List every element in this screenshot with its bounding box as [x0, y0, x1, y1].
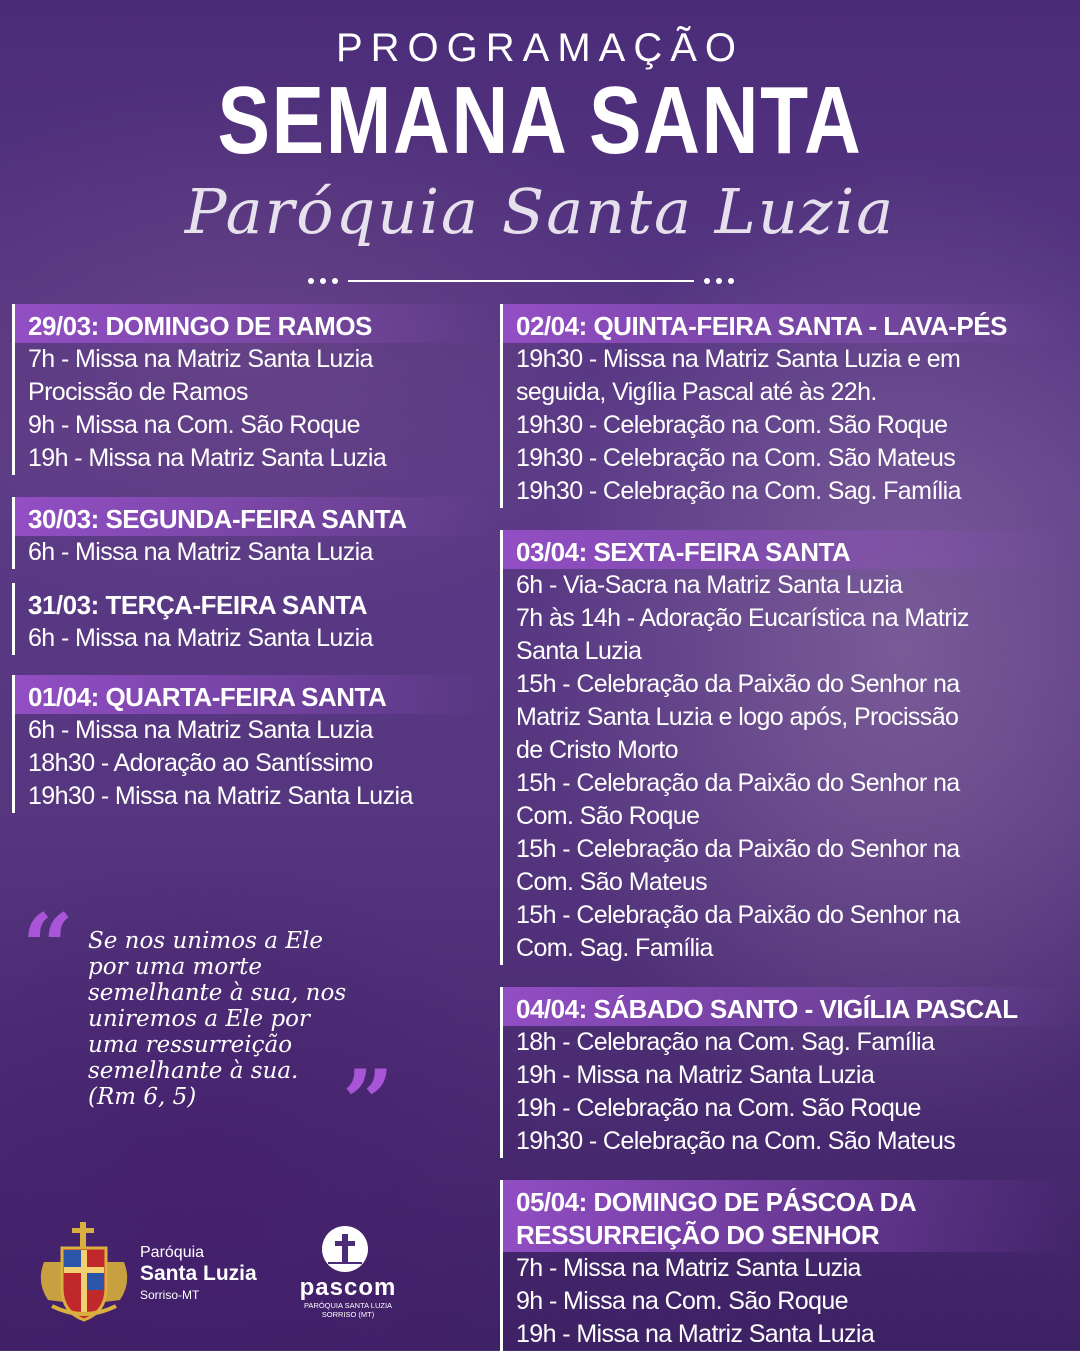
day-bar — [500, 530, 503, 965]
schedule-line: 19h30 - Celebração na Com. São Mateus — [516, 444, 956, 472]
schedule-line: 19h30 - Celebração na Com. São Mateus — [516, 1127, 956, 1155]
day-heading: 01/04: QUARTA-FEIRA SANTA — [12, 675, 494, 714]
schedule-line: 6h - Missa na Matriz Santa Luzia — [28, 538, 373, 566]
day-block — [500, 987, 1074, 1158]
schedule-line: 18h30 - Adoração ao Santíssimo — [28, 749, 373, 777]
day-block — [500, 304, 1074, 508]
schedule-line: 7h - Missa na Matriz Santa Luzia — [516, 1254, 861, 1282]
parish-logo-label — [140, 1244, 257, 1304]
day-heading: 04/04: SÁBADO SANTO - VIGÍLIA PASCAL — [500, 987, 1074, 1026]
schedule-left-column — [12, 298, 494, 813]
day-heading: 31/03: TERÇA-FEIRA SANTA — [28, 590, 368, 620]
day-heading: 05/04: DOMINGO DE PÁSCOA DA — [500, 1180, 1074, 1219]
schedule-line: 19h30 - Celebração na Com. Sag. Família — [516, 477, 961, 505]
day-block — [12, 304, 494, 475]
page-title: SEMANA SANTA — [217, 67, 863, 174]
day-bar — [500, 987, 503, 1158]
schedule-line: 19h30 - Celebração na Com. São Roque — [516, 411, 948, 439]
parish-city-text: Sorriso-MT — [140, 1288, 200, 1302]
day-heading-continued: RESSURREIÇÃO DO SENHOR — [500, 1219, 1074, 1252]
divider-dot — [308, 278, 314, 284]
pascom-name: pascom — [299, 1274, 397, 1301]
schedule-line: 9h - Missa na Com. São Roque — [28, 411, 360, 439]
open-quote-icon: “ — [22, 894, 74, 1000]
parish-name-text: Santa Luzia — [140, 1262, 257, 1285]
day-bar — [12, 583, 15, 655]
parish-script-title: Paróquia Santa Luzia — [184, 175, 896, 248]
day-heading: 29/03: DOMINGO DE RAMOS — [12, 304, 494, 343]
schedule-line: Com. São Roque — [516, 802, 700, 830]
day-block — [12, 583, 494, 655]
schedule-line: 19h - Missa na Matriz Santa Luzia — [516, 1061, 875, 1089]
divider-dot — [320, 278, 326, 284]
quote-line: semelhante à sua, nos — [88, 980, 347, 1006]
schedule-line: 6h - Missa na Matriz Santa Luzia — [28, 624, 373, 652]
day-block — [12, 675, 494, 813]
schedule-line: 7h às 14h - Adoração Eucarística na Matriz — [516, 604, 969, 632]
schedule-line: 7h - Missa na Matriz Santa Luzia — [28, 345, 373, 373]
pascom-sub-text — [296, 1301, 400, 1319]
schedule-line: 15h - Celebração da Paixão do Senhor na — [516, 769, 960, 797]
day-block — [500, 530, 1074, 965]
schedule-right-column — [500, 298, 1074, 1351]
divider-line — [348, 280, 694, 282]
divider-dot — [728, 278, 734, 284]
pascom-logo — [296, 1226, 400, 1322]
day-bar — [12, 497, 15, 569]
quote-line: semelhante à sua. — [88, 1058, 299, 1084]
day-heading: 30/03: SEGUNDA-FEIRA SANTA — [12, 497, 494, 536]
day-heading: 03/04: SEXTA-FEIRA SANTA — [500, 530, 1074, 569]
day-block — [500, 1180, 1074, 1351]
schedule-line: 19h - Celebração na Com. São Roque — [516, 1094, 921, 1122]
day-block — [12, 497, 494, 569]
divider-dot — [704, 278, 710, 284]
schedule-line: 15h - Celebração da Paixão do Senhor na — [516, 670, 960, 698]
schedule-line: 6h - Missa na Matriz Santa Luzia — [28, 716, 373, 744]
schedule-line: de Cristo Morto — [516, 736, 678, 764]
schedule-line: Matriz Santa Luzia e logo após, Procissão — [516, 703, 959, 731]
schedule-line: 15h - Celebração da Paixão do Senhor na — [516, 835, 960, 863]
kicker-text: PROGRAMAÇÃO — [335, 26, 745, 70]
pascom-sub-line: PARÓQUIA SANTA LUZIA — [303, 1301, 393, 1310]
schedule-line: Com. São Mateus — [516, 868, 708, 896]
schedule-line: Santa Luzia — [516, 637, 642, 665]
day-bar — [500, 304, 503, 508]
day-heading: 02/04: QUINTA-FEIRA SANTA - LAVA-PÉS — [500, 304, 1074, 343]
divider-dot — [716, 278, 722, 284]
quote-reference: (Rm 6, 5) — [88, 1084, 197, 1110]
schedule-line: Procissão de Ramos — [28, 378, 248, 406]
quote-line: uma ressurreição — [88, 1032, 293, 1058]
schedule-line: 9h - Missa na Com. São Roque — [516, 1287, 848, 1315]
schedule-line: 18h - Celebração na Com. Sag. Família — [516, 1028, 935, 1056]
schedule-line: 19h - Missa na Matriz Santa Luzia — [28, 444, 387, 472]
close-quote-icon: ” — [342, 1050, 394, 1156]
schedule-line: Com. Sag. Família — [516, 934, 713, 962]
title-divider — [308, 278, 734, 284]
pascom-cross-icon — [322, 1226, 368, 1272]
divider-dot — [332, 278, 338, 284]
schedule-line: 6h - Via-Sacra na Matriz Santa Luzia — [516, 571, 903, 599]
schedule-line: 19h30 - Missa na Matriz Santa Luzia e em — [516, 345, 961, 373]
schedule-line: 15h - Celebração da Paixão do Senhor na — [516, 901, 960, 929]
quote-line: Se nos unimos a Ele — [88, 928, 323, 954]
day-bar — [12, 675, 15, 813]
day-bar — [12, 304, 15, 475]
quote-line: uniremos a Ele por — [88, 1006, 311, 1032]
pascom-sub-line: SORRISO (MT) — [321, 1310, 375, 1319]
schedule-line: 19h - Missa na Matriz Santa Luzia — [516, 1320, 875, 1348]
quote-line: por uma morte — [88, 954, 263, 980]
parish-small-text: Paróquia — [140, 1244, 205, 1261]
parish-crest-icon — [34, 1222, 134, 1326]
day-bar — [500, 1180, 503, 1351]
schedule-line: 19h30 - Missa na Matriz Santa Luzia — [28, 782, 413, 810]
schedule-line: seguida, Vigília Pascal até às 22h. — [516, 378, 877, 406]
